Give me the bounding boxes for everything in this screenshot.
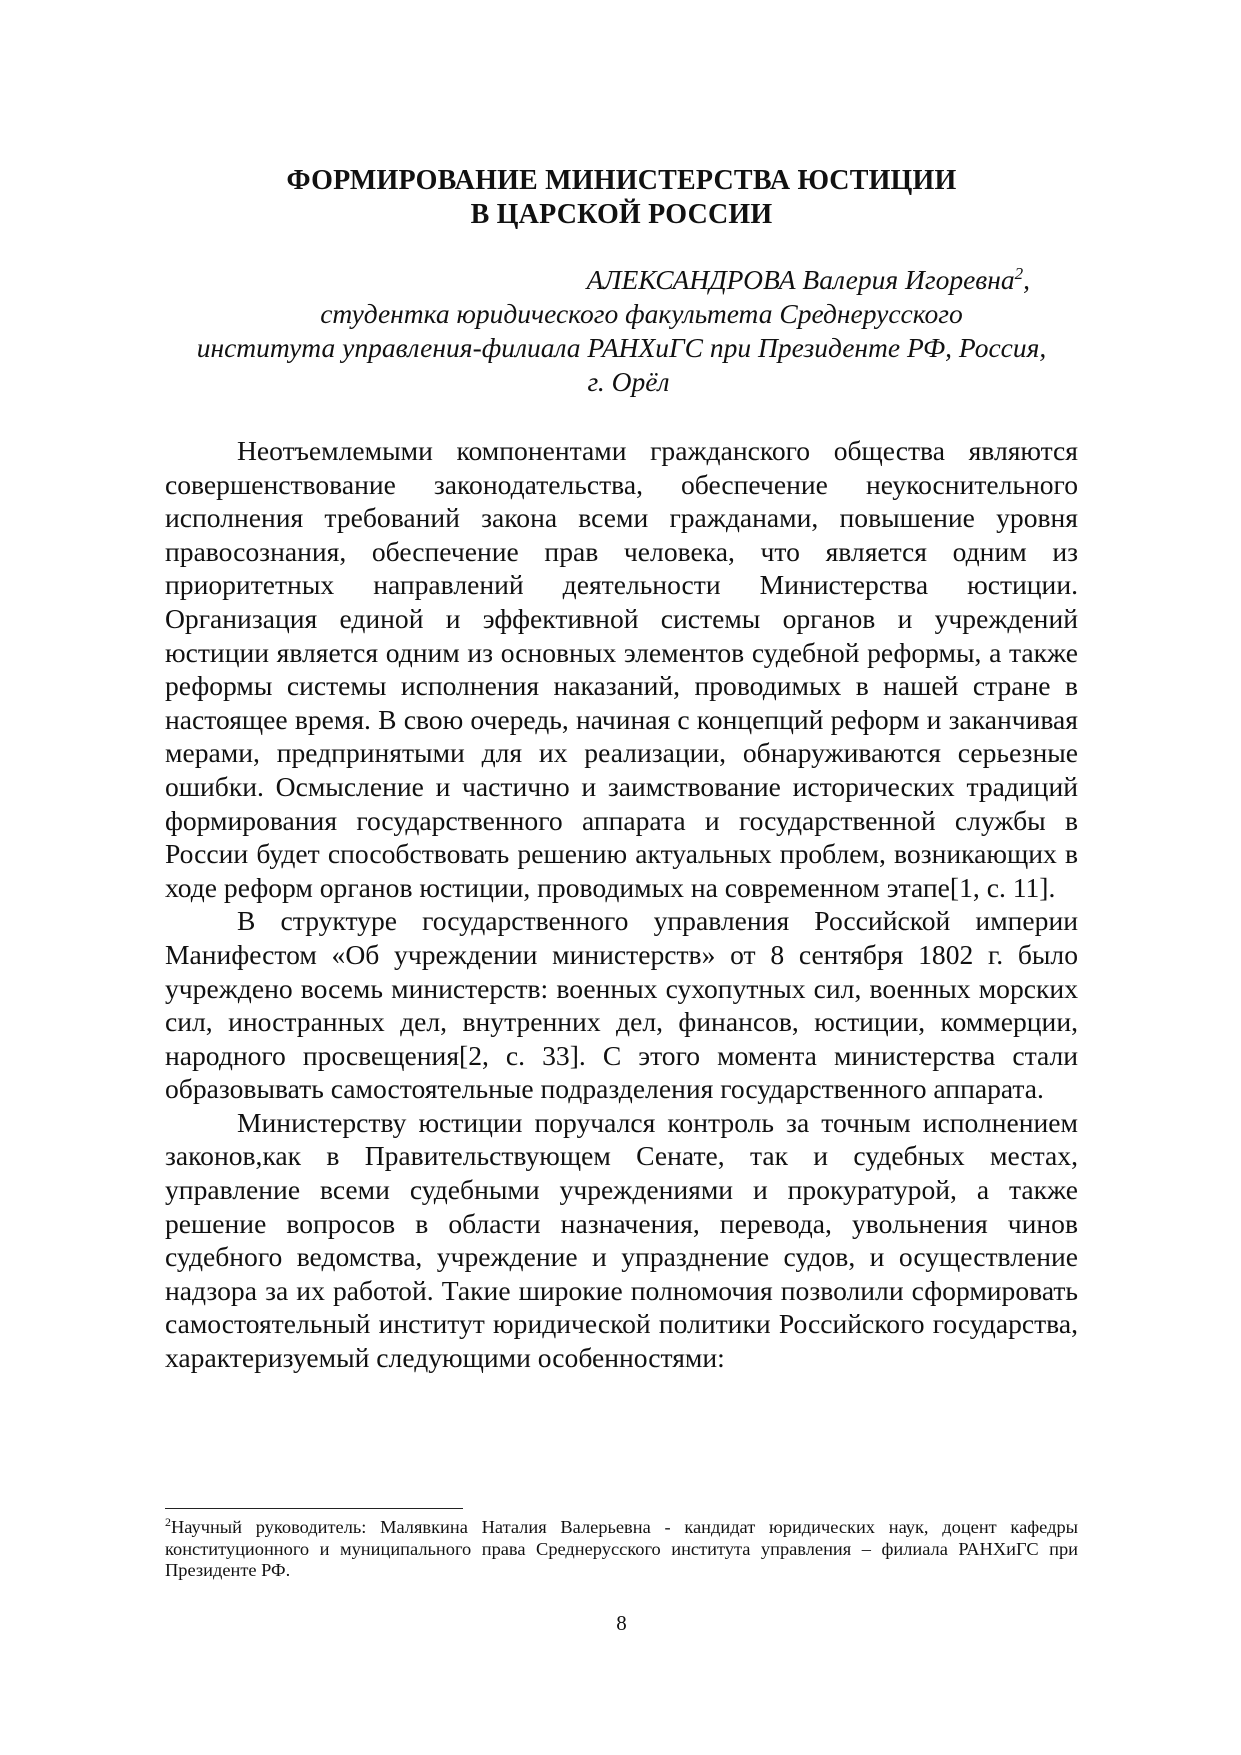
author-footnote-mark: 2 <box>1014 263 1024 283</box>
author-name-suffix: , <box>1023 264 1030 295</box>
author-block <box>165 263 1078 399</box>
author-name: АЛЕКСАНДРОВА Валерия Игоревна <box>586 264 1015 295</box>
footnote-text: Научный руководитель: Малявкина Наталия Валерьевна - кандидат юридических наук, доцент кафедры конституционного и муниципального права Среднерусского института управления – филиала РАНХиГС при Президенте РФ. <box>165 1517 1078 1580</box>
footnote-separator <box>165 1508 463 1509</box>
article-title <box>165 164 1078 232</box>
article-body <box>165 434 1078 1375</box>
article-title-line-1: ФОРМИРОВАНИЕ МИНИСТЕРСТВА ЮСТИЦИИ <box>286 165 957 196</box>
article-title-line-2: В ЦАРСКОЙ РОССИИ <box>470 199 773 230</box>
page-number: 8 <box>616 1611 627 1635</box>
body-paragraph-1: Неотъемлемыми компонентами гражданского общества являются совершенствование законодательства, обеспечение неукоснительного исполнения требований закона всеми гражданами, повышение уровня правосознания, обеспечение прав человека, что является одним из приоритетных направлений деятельности Министерства юстиции. Организация единой и эффективной системы органов и учреждений юстиции является одним из основных элементов судебной реформы, а также реформы системы исполнения наказаний, проводимых в нашей стране в настоящее время. В свою очередь, начиная с концепций реформ и заканчивая мерами, предпринятыми для их реализации, обнаруживаются серьезные ошибки. Осмысление и частично и заимствование исторических традиций формирования государственного аппарата и государственной службы в России будет способствовать решению актуальных проблем, возникающих в ходе реформ органов юстиции, проводимых на современном этапе[1, с. 11]. <box>165 435 1078 903</box>
body-paragraph-2: В структуре государственного управления Российской империи Манифестом «Об учреждении министерств» от 8 сентября 1802 г. было учреждено восемь министерств: военных сухопутных сил, военных морских сил, иностранных дел, внутренних дел, финансов, юстиции, коммерции, народного просвещения[2, с. 33]. С этого момента министерства стали образовывать самостоятельные подразделения государственного аппарата. <box>165 905 1078 1105</box>
footnote-mark: 2 <box>165 1514 171 1529</box>
author-city: г. Орёл <box>587 366 670 397</box>
author-affiliation-line-1: студентка юридического факультета Среднерусского <box>320 298 963 329</box>
footnote <box>165 1514 1078 1582</box>
body-paragraph-3: Министерству юстиции поручался контроль за точным исполнением законов,как в Правительствующем Сенате, так и судебных местах, управление всеми судебными учреждениями и прокуратурой, а также решение вопросов в области назначения, перевода, увольнения чинов судебного ведомства, учреждение и упразднение судов, и осуществление надзора за их работой. Такие широкие полномочия позволили сформировать самостоятельный институт юридической политики Российского государства, характеризуемый следующими особенностями: <box>165 1106 1078 1374</box>
author-affiliation-line-2: института управления-филиала РАНХиГС при Президенте РФ, Россия, <box>196 332 1047 363</box>
author-name-line <box>165 263 1078 297</box>
